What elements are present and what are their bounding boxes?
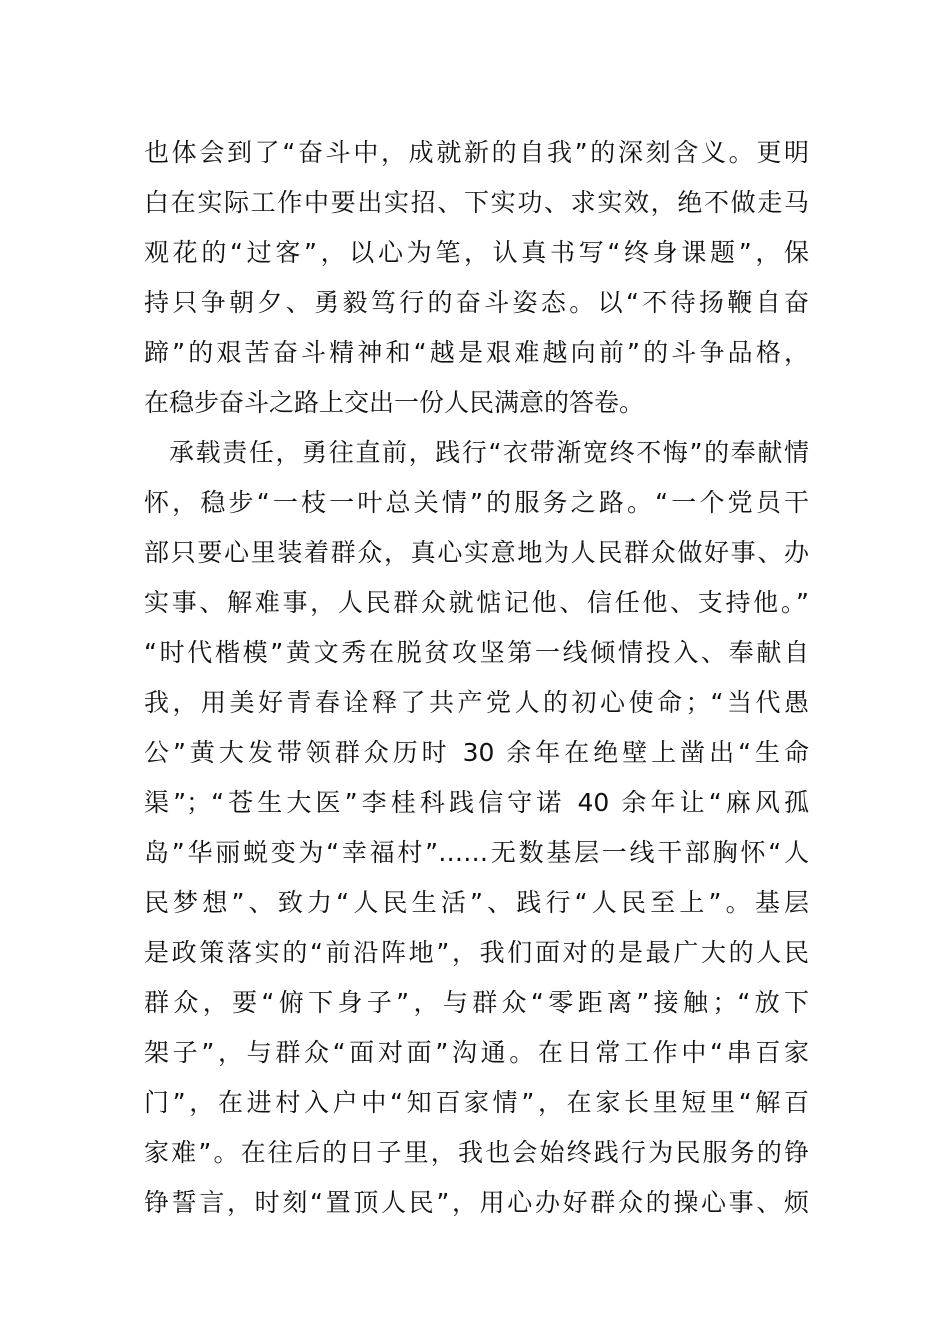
text-line: 在稳步奋斗之路上交出一份人民满意的答卷。 (144, 388, 645, 417)
paragraph-start-line: 承载责任，勇往直前，践行“衣带渐宽终不悔”的奉献情 (169, 438, 809, 467)
text-line: 部只要心里装着群众，真心实意地为人民群众做好事、办 (144, 538, 809, 567)
text-line: 民梦想”、致力“人民生活”、践行“人民至上”。基层 (144, 888, 809, 917)
text-line: 岛”华丽蜕变为“幸福村”……无数基层一线干部胸怀“人 (144, 838, 809, 867)
text-line: 公”黄大发带领群众历时 30 余年在绝壁上凿出“生命 (144, 738, 809, 767)
text-line: “时代楷模”黄文秀在脱贫攻坚第一线倾情投入、奉献自 (144, 638, 809, 667)
text-line: 也体会到了“奋斗中，成就新的自我”的深刻含义。更明 (144, 138, 809, 167)
text-line: 是政策落实的“前沿阵地”，我们面对的是最广大的人民 (144, 938, 809, 967)
text-line: 蹄”的艰苦奋斗精神和“越是艰难越向前”的斗争品格， (144, 338, 809, 367)
text-line: 架子”，与群众“面对面”沟通。在日常工作中“串百家 (144, 1038, 809, 1067)
text-line: 我，用美好青春诠释了共产党人的初心使命；“当代愚 (144, 688, 809, 717)
text-line: 家难”。在往后的日子里，我也会始终践行为民服务的铮 (144, 1138, 809, 1167)
text-line: 观花的“过客”，以心为笔，认真书写“终身课题”，保 (144, 238, 809, 267)
text-line: 持只争朝夕、勇毅笃行的奋斗姿态。以“不待扬鞭自奋 (144, 288, 809, 317)
text-line: 渠”；“苍生大医”李桂科践信守诺 40 余年让“麻风孤 (144, 788, 809, 817)
text-line: 铮誓言，时刻“置顶人民”，用心办好群众的操心事、烦 (144, 1188, 809, 1217)
text-line: 门”，在进村入户中“知百家情”，在家长里短里“解百 (144, 1088, 809, 1117)
text-line: 怀，稳步“一枝一叶总关情”的服务之路。“一个党员干 (144, 488, 809, 517)
text-line: 群众，要“俯下身子”，与群众“零距离”接触；“放下 (144, 988, 809, 1017)
text-line: 白在实际工作中要出实招、下实功、求实效，绝不做走马 (144, 188, 809, 217)
text-line: 实事、解难事，人民群众就惦记他、信任他、支持他。” (144, 588, 809, 617)
body-text (144, 128, 809, 1228)
